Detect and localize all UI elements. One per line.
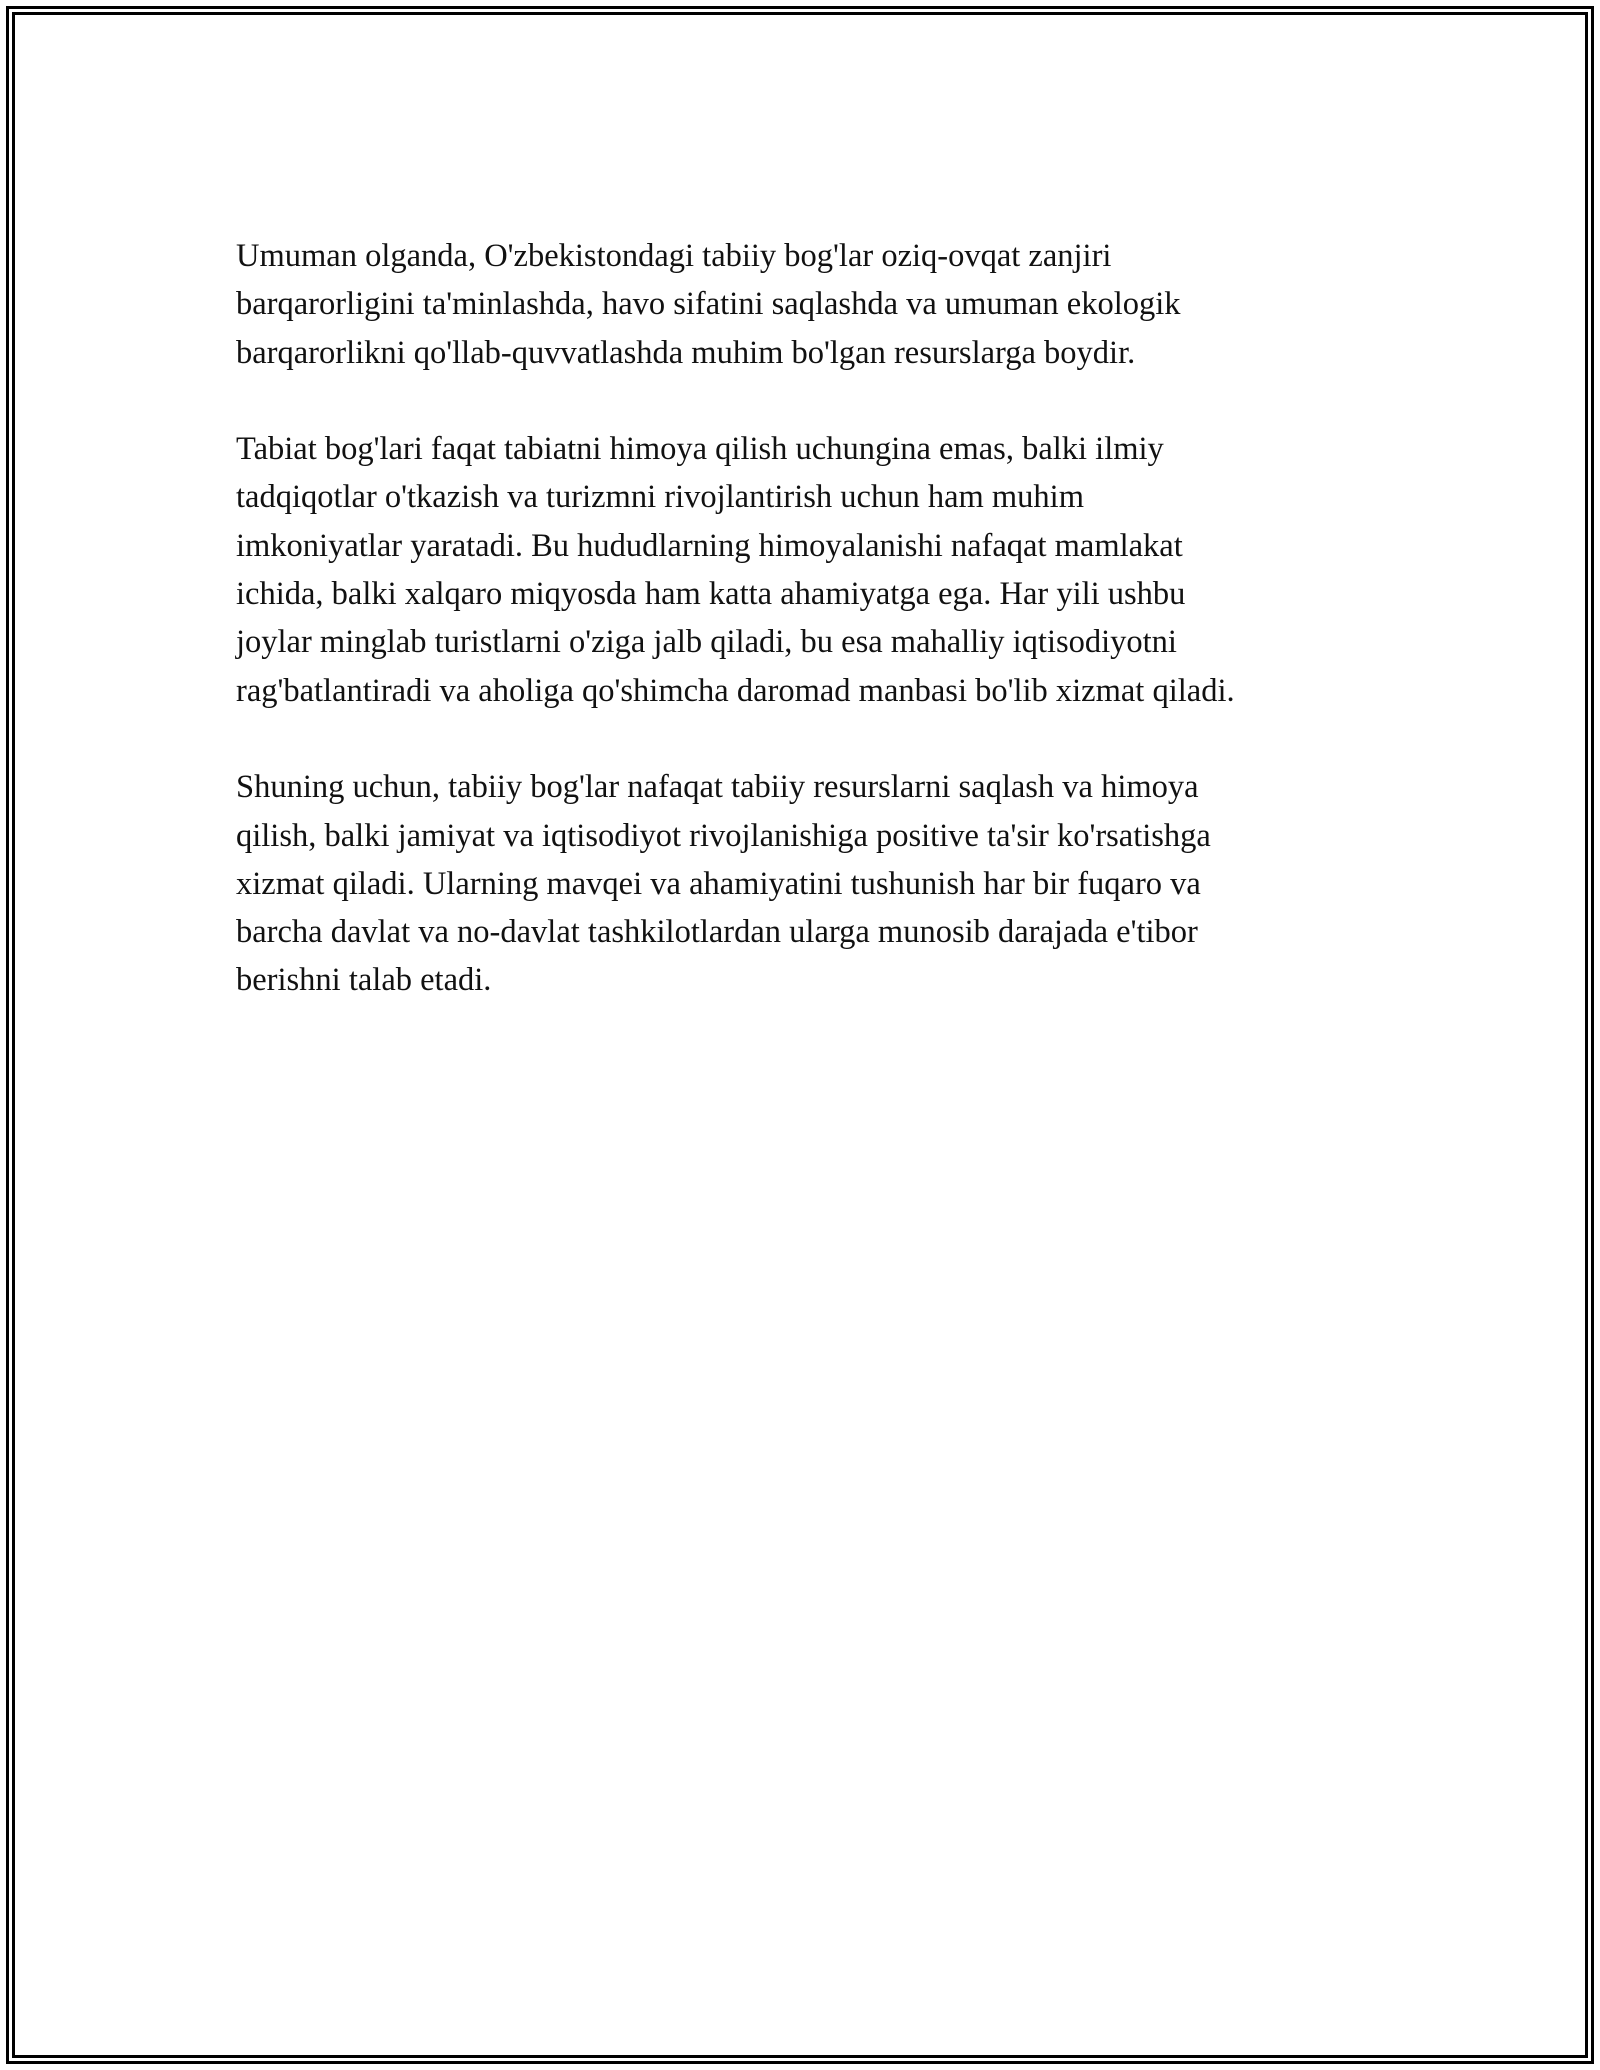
text-line: qilish, balki jamiyat va iqtisodiyot rivojlanishiga positive ta'sir ko'rsatishga: [236, 817, 1211, 854]
text-line: berishni talab etadi.: [236, 962, 492, 999]
text-line: tadqiqotlar o'tkazish va turizmni rivojlantirish uchun ham muhim: [236, 479, 1084, 516]
text-line: joylar minglab turistlarni o'ziga jalb qiladi, bu esa mahalliy iqtisodiyotni: [236, 624, 1177, 661]
text-line: xizmat qiladi. Ularning mavqei va ahamiyatini tushunish har bir fuqaro va: [236, 865, 1201, 902]
text-line: Shuning uchun, tabiiy bog'lar nafaqat tabiiy resurslarni saqlash va himoya: [236, 769, 1199, 806]
text-line: rag'batlantiradi va aholiga qo'shimcha daromad manbasi bo'lib xizmat qiladi.: [236, 672, 1235, 709]
text-line: barcha davlat va no-davlat tashkilotlardan ularga munosib darajada e'tibor: [236, 914, 1198, 951]
paragraph-1: [236, 232, 1386, 377]
paragraph-2: [236, 425, 1386, 715]
text-line: Umuman olganda, O'zbekistondagi tabiiy bog'lar oziq-ovqat zanjiri: [236, 238, 1112, 274]
text-line: Tabiat bog'lari faqat tabiatni himoya qilish uchungina emas, balki ilmiy: [236, 431, 1164, 468]
paragraph-3: [236, 763, 1386, 1004]
text-line: ichida, balki xalqaro miqyosda ham katta ahamiyatga ega. Har yili ushbu: [236, 576, 1186, 613]
text-line: barqarorlikni qo'llab-quvvatlashda muhim bo'lgan resurslarga boydir.: [236, 334, 1136, 371]
text-line: imkoniyatlar yaratadi. Bu hududlarning himoyalanishi nafaqat mamlakat: [236, 527, 1183, 564]
document-body: [236, 232, 1386, 1053]
text-line: barqarorligini ta'minlashda, havo sifatini saqlashda va umuman ekologik: [236, 286, 1181, 323]
